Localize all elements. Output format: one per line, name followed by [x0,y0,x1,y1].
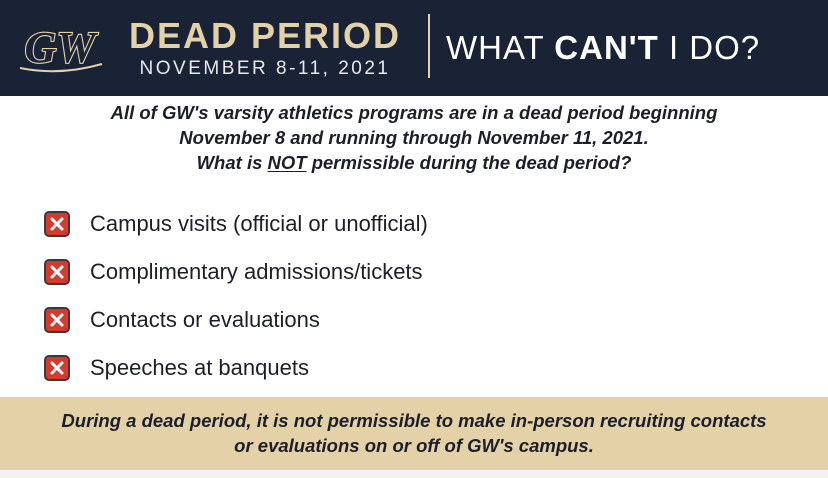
gw-logo [12,16,108,78]
question-post: I DO? [668,29,761,66]
question-pre: WHAT [446,29,545,66]
page-title: DEAD PERIOD [128,15,402,56]
intro-line-1: All of GW's varsity athletics programs are in a dead period beginning [110,102,718,123]
header-divider [428,14,430,78]
bottom-strip [0,470,828,478]
x-box-icon [44,307,70,333]
list-item-label: Contacts or evaluations [90,307,320,332]
list-item-label: Speeches at banquets [90,355,309,380]
list-item [44,248,644,296]
intro-line-3 [40,150,788,175]
list-item-label: Campus visits (official or unofficial) [90,211,428,236]
prohibited-list [44,200,644,392]
x-box-icon [44,355,70,381]
question-heading [446,26,822,70]
footer-line-1: During a dead period, it is not permissible to make in-person recruiting contacts [61,410,767,431]
intro-line-3-post: permissible during the dead period? [311,152,632,173]
svg-text:GW: GW [24,23,96,72]
title-block [120,16,410,80]
intro-line-2: November 8 and running through November 11, 2021. [179,127,649,148]
intro-text [40,100,788,175]
x-box-icon [44,259,70,285]
list-item [44,200,644,248]
date-range: NOVEMBER 8-11, 2021 [139,58,391,79]
intro-emphasis-not: NOT [267,152,307,173]
footer-line-2: or evaluations on or off of GW's campus. [234,435,594,456]
header-banner [0,0,828,96]
list-item [44,296,644,344]
list-item-label: Complimentary admissions/tickets [90,259,423,284]
intro-line-3-pre: What is [196,152,263,173]
list-item [44,344,644,392]
x-box-icon [44,211,70,237]
question-bold: CAN'T [554,29,659,66]
footer-notice [0,397,828,470]
